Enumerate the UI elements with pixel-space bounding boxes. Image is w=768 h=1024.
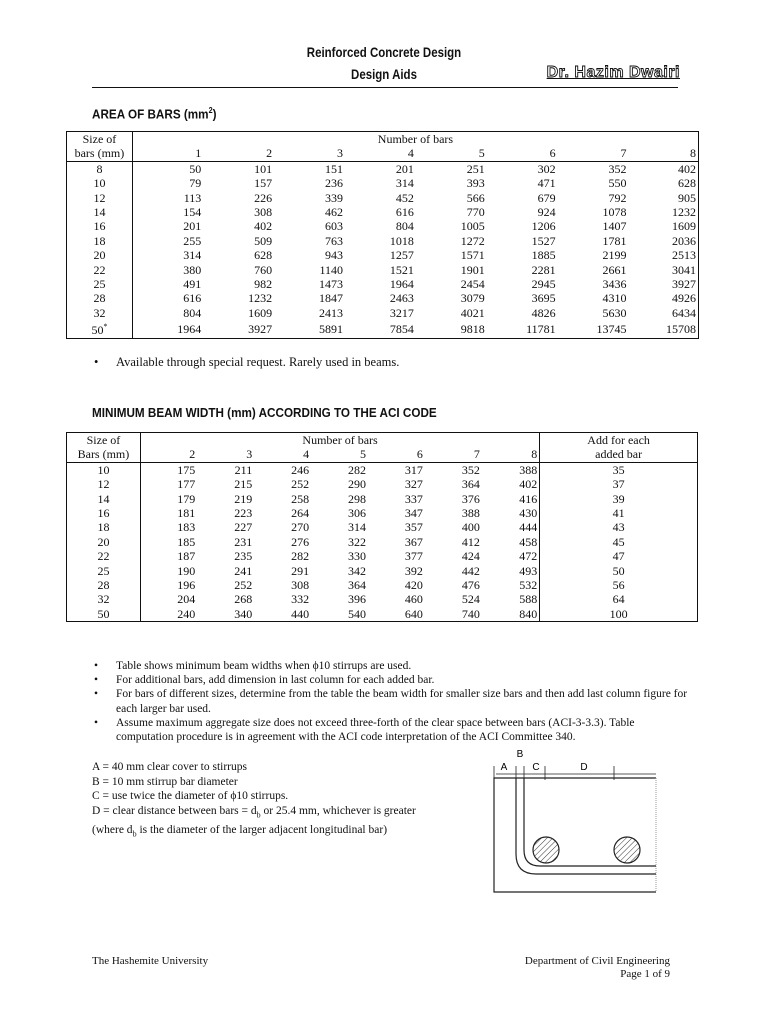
beam-width-cell: 342 bbox=[348, 563, 367, 578]
bar-area-cell: 2413 bbox=[319, 305, 344, 320]
area-table-note bbox=[92, 355, 399, 370]
bar-area-cell: 3927 bbox=[248, 321, 273, 336]
add-per-bar-cell: 35 bbox=[540, 462, 698, 477]
bar-area-cell: 9818 bbox=[460, 321, 485, 336]
column-header: 7 bbox=[558, 146, 629, 161]
bar-size: 18 bbox=[67, 234, 133, 248]
size-header-units: bars (mm) bbox=[67, 146, 133, 161]
add-per-bar-cell: 39 bbox=[540, 492, 698, 506]
beam-width-cell: 458 bbox=[519, 534, 538, 549]
bar-size: 20 bbox=[67, 248, 133, 262]
table-row bbox=[67, 291, 699, 305]
column-header: 8 bbox=[629, 146, 699, 161]
beam-width-cell: 240 bbox=[177, 606, 196, 621]
beam-width-cell: 322 bbox=[348, 534, 367, 549]
bar-area-cell: 1272 bbox=[460, 233, 485, 248]
bar-area-cell: 491 bbox=[183, 277, 202, 292]
column-header: 5 bbox=[311, 447, 368, 462]
document-subtitle: Design Aids bbox=[351, 66, 417, 82]
bar-area-cell: 113 bbox=[183, 190, 202, 205]
bar-area-cell: 1206 bbox=[531, 219, 556, 234]
bar-area-cell: 1140 bbox=[319, 262, 344, 277]
bar-size: 25 bbox=[67, 277, 133, 291]
bar-area-cell: 2463 bbox=[389, 291, 414, 306]
beam-width-cell: 187 bbox=[177, 549, 196, 564]
bar-area-cell: 3041 bbox=[672, 262, 696, 277]
beam-width-cell: 252 bbox=[291, 477, 310, 492]
bar-size: 8 bbox=[67, 161, 133, 176]
add-each-header: Add for each bbox=[540, 433, 698, 448]
add-per-bar-cell: 37 bbox=[540, 477, 698, 491]
bar-area-cell: 1964 bbox=[177, 321, 202, 336]
bar-area-cell: 462 bbox=[325, 205, 344, 220]
bar-size: 12 bbox=[67, 477, 141, 491]
bar-area-cell: 792 bbox=[608, 190, 627, 205]
bar-area-cell: 1571 bbox=[460, 248, 485, 263]
column-header: 2 bbox=[203, 146, 274, 161]
min-beam-width-title: MINIMUM BEAM WIDTH (mm) ACCORDING TO THE ACI CODE bbox=[92, 405, 437, 420]
add-per-bar-cell: 50 bbox=[540, 564, 698, 578]
beam-width-cell: 241 bbox=[234, 563, 253, 578]
definition-b: B = 10 mm stirrup bar diameter bbox=[92, 775, 238, 788]
beam-width-cell: 317 bbox=[404, 462, 423, 477]
beam-width-cell: 357 bbox=[404, 520, 423, 535]
label-a: A bbox=[500, 762, 508, 773]
bar-area-cell: 452 bbox=[395, 190, 414, 205]
beam-width-cell: 424 bbox=[461, 549, 480, 564]
table-row bbox=[67, 234, 699, 248]
bar-area-cell: 101 bbox=[254, 161, 273, 176]
list-item: • For additional bars, add dimension in last column for each added bar. bbox=[92, 673, 692, 687]
bar-area-cell: 2036 bbox=[672, 233, 696, 248]
bar-size: 50* bbox=[67, 320, 133, 338]
add-per-bar-cell: 47 bbox=[540, 549, 698, 563]
beam-width-cell: 540 bbox=[348, 606, 367, 621]
label-d: D bbox=[580, 762, 588, 773]
beam-width-cell: 223 bbox=[234, 506, 253, 521]
beam-width-cell: 588 bbox=[519, 592, 538, 607]
bar-area-cell: 314 bbox=[183, 248, 202, 263]
bar-area-cell: 924 bbox=[537, 205, 556, 220]
bar-area-cell: 402 bbox=[678, 161, 696, 176]
table-row bbox=[67, 191, 699, 205]
table-row bbox=[67, 506, 698, 520]
bar-area-cell: 352 bbox=[608, 161, 627, 176]
beam-width-cell: 282 bbox=[291, 549, 310, 564]
bar-area-cell: 380 bbox=[183, 262, 202, 277]
beam-width-cell: 388 bbox=[461, 506, 480, 521]
bar-area-cell: 11781 bbox=[526, 321, 556, 336]
table-row bbox=[67, 520, 698, 534]
bar-area-cell: 1257 bbox=[389, 248, 414, 263]
beam-width-cell: 231 bbox=[234, 534, 253, 549]
table-row bbox=[67, 607, 698, 622]
beam-width-cell: 258 bbox=[291, 491, 310, 506]
bar-area-cell: 3436 bbox=[602, 277, 627, 292]
bar-area-cell: 1847 bbox=[319, 291, 344, 306]
bar-area-cell: 5630 bbox=[602, 305, 627, 320]
footer-university: The Hashemite University bbox=[92, 955, 209, 967]
column-header: 6 bbox=[487, 146, 558, 161]
add-per-bar-cell: 41 bbox=[540, 506, 698, 520]
bar-area-cell: 251 bbox=[466, 161, 485, 176]
longitudinal-bar bbox=[533, 837, 559, 863]
beam-width-cell: 314 bbox=[348, 520, 367, 535]
column-header: 7 bbox=[425, 447, 482, 462]
column-header: 8 bbox=[482, 447, 540, 462]
bar-area-cell: 2945 bbox=[531, 277, 556, 292]
definition-c: C = use twice the diameter of ϕ10 stirrups. bbox=[92, 790, 289, 803]
bar-area-cell: 1018 bbox=[389, 233, 414, 248]
bar-area-cell: 151 bbox=[325, 161, 344, 176]
bar-area-cell: 1885 bbox=[531, 248, 556, 263]
bar-area-cell: 226 bbox=[254, 190, 273, 205]
bar-area-cell: 201 bbox=[183, 219, 202, 234]
beam-width-cell: 400 bbox=[461, 520, 480, 535]
table-row bbox=[67, 564, 698, 578]
beam-width-cell: 396 bbox=[348, 592, 367, 607]
page-number: Page 1 of 9 bbox=[620, 967, 670, 980]
beam-width-cell: 388 bbox=[519, 462, 538, 477]
bar-area-cell: 7854 bbox=[389, 321, 414, 336]
bar-area-cell: 1005 bbox=[460, 219, 485, 234]
bar-size: 22 bbox=[67, 263, 133, 277]
bar-area-cell: 943 bbox=[325, 248, 344, 263]
bar-size: 28 bbox=[67, 291, 133, 305]
area-of-bars-title: AREA OF BARS $(mm^2)$ bbox=[92, 106, 217, 122]
column-header: 6 bbox=[368, 447, 425, 462]
size-header: Size of bbox=[67, 433, 141, 448]
beam-width-notes bbox=[92, 659, 692, 744]
bar-area-cell: 3217 bbox=[389, 305, 414, 320]
bar-size: 10 bbox=[67, 462, 141, 477]
bar-area-cell: 471 bbox=[537, 176, 556, 191]
beam-width-cell: 179 bbox=[177, 491, 196, 506]
dimension-definitions bbox=[92, 760, 416, 842]
beam-width-cell: 364 bbox=[348, 578, 367, 593]
bar-area-cell: 982 bbox=[254, 277, 273, 292]
bar-area-cell: 13745 bbox=[596, 321, 627, 336]
beam-width-cell: 332 bbox=[291, 592, 310, 607]
beam-width-cell: 440 bbox=[291, 606, 310, 621]
beam-section-diagram bbox=[486, 746, 666, 898]
table-row bbox=[67, 306, 699, 320]
label-c: C bbox=[532, 762, 540, 773]
bar-area-cell: 1232 bbox=[248, 291, 273, 306]
bar-area-cell: 50 bbox=[189, 161, 202, 176]
beam-width-cell: 211 bbox=[234, 462, 253, 477]
bar-area-cell: 1964 bbox=[389, 277, 414, 292]
bar-area-cell: 628 bbox=[254, 248, 273, 263]
bar-area-cell: 679 bbox=[537, 190, 556, 205]
bar-area-cell: 308 bbox=[254, 205, 273, 220]
bar-area-cell: 905 bbox=[678, 190, 696, 205]
bar-area-cell: 2199 bbox=[602, 248, 627, 263]
bar-size: 20 bbox=[67, 535, 141, 549]
bar-area-cell: 4826 bbox=[531, 305, 556, 320]
add-per-bar-cell: 45 bbox=[540, 535, 698, 549]
add-per-bar-cell: 64 bbox=[540, 592, 698, 606]
bar-size: 28 bbox=[67, 578, 141, 592]
beam-width-cell: 416 bbox=[519, 491, 538, 506]
size-header: Size of bbox=[67, 132, 133, 147]
table-row bbox=[67, 535, 698, 549]
beam-width-cell: 364 bbox=[461, 477, 480, 492]
beam-width-cell: 377 bbox=[404, 549, 423, 564]
bar-area-cell: 402 bbox=[254, 219, 273, 234]
add-each-header-line2: added bar bbox=[540, 447, 698, 462]
bar-area-cell: 4021 bbox=[460, 305, 485, 320]
beam-width-cell: 352 bbox=[461, 462, 480, 477]
beam-width-cell: 493 bbox=[519, 563, 538, 578]
bar-area-cell: 804 bbox=[183, 305, 202, 320]
column-header: 3 bbox=[197, 447, 254, 462]
bar-area-cell: 1609 bbox=[672, 219, 696, 234]
bar-area-cell: 157 bbox=[254, 176, 273, 191]
footer-right bbox=[525, 955, 670, 980]
add-per-bar-cell: 43 bbox=[540, 520, 698, 534]
bar-area-cell: 3695 bbox=[531, 291, 556, 306]
bar-size: 25 bbox=[67, 564, 141, 578]
bar-area-cell: 566 bbox=[466, 190, 485, 205]
column-header: 1 bbox=[132, 146, 203, 161]
bar-area-cell: 1521 bbox=[389, 262, 414, 277]
bar-area-cell: 1473 bbox=[319, 277, 344, 292]
bar-area-cell: 628 bbox=[678, 176, 696, 191]
beam-width-cell: 444 bbox=[519, 520, 538, 535]
beam-width-cell: 276 bbox=[291, 534, 310, 549]
column-header: 4 bbox=[254, 447, 311, 462]
bar-area-cell: 3079 bbox=[460, 291, 485, 306]
bar-area-cell: 509 bbox=[254, 233, 273, 248]
size-header-units: Bars (mm) bbox=[67, 447, 141, 462]
beam-width-cell: 402 bbox=[519, 477, 538, 492]
header-rule bbox=[92, 87, 678, 88]
beam-width-cell: 392 bbox=[404, 563, 423, 578]
beam-width-cell: 246 bbox=[291, 462, 310, 477]
bar-area-cell: 760 bbox=[254, 262, 273, 277]
table-row bbox=[67, 578, 698, 592]
beam-width-cell: 532 bbox=[519, 578, 538, 593]
definition-db: (where $d_b$ is the diameter of the larger adjacent longitudinal bar) bbox=[92, 823, 388, 838]
bar-area-cell: 1232 bbox=[672, 205, 696, 220]
beam-width-cell: 177 bbox=[177, 477, 196, 492]
bar-area-cell: 1078 bbox=[602, 205, 627, 220]
beam-width-cell: 420 bbox=[404, 578, 423, 593]
min-beam-width-table bbox=[66, 432, 698, 622]
longitudinal-bar bbox=[614, 837, 640, 863]
add-per-bar-cell: 56 bbox=[540, 578, 698, 592]
bar-area-cell: 15708 bbox=[666, 321, 696, 336]
beam-width-cell: 640 bbox=[404, 606, 423, 621]
list-item: • For bars of different sizes, determine from the table the beam width for smaller size bars and then add last column figure for each larger bar used. bbox=[92, 687, 692, 715]
table-row bbox=[67, 492, 698, 506]
beam-width-cell: 840 bbox=[519, 606, 538, 621]
bar-area-cell: 2513 bbox=[672, 248, 696, 263]
beam-width-cell: 181 bbox=[177, 506, 196, 521]
bar-area-cell: 79 bbox=[189, 176, 202, 191]
beam-width-cell: 740 bbox=[461, 606, 480, 621]
beam-width-cell: 412 bbox=[461, 534, 480, 549]
bar-area-cell: 2661 bbox=[602, 262, 627, 277]
beam-width-cell: 472 bbox=[519, 549, 538, 564]
table-row bbox=[67, 592, 698, 606]
bar-area-cell: 603 bbox=[325, 219, 344, 234]
bar-size: 50 bbox=[67, 607, 141, 622]
bar-area-cell: 4310 bbox=[602, 291, 627, 306]
table-row bbox=[67, 320, 699, 338]
table-row bbox=[67, 219, 699, 233]
beam-width-cell: 183 bbox=[177, 520, 196, 535]
beam-width-cell: 268 bbox=[234, 592, 253, 607]
bar-area-cell: 236 bbox=[325, 176, 344, 191]
bar-area-cell: 314 bbox=[395, 176, 414, 191]
bar-area-cell: 770 bbox=[466, 205, 485, 220]
column-header: 2 bbox=[140, 447, 197, 462]
list-item: • Available through special request. Rarely used in beams. bbox=[92, 355, 399, 370]
table-row bbox=[67, 176, 699, 190]
beam-width-cell: 204 bbox=[177, 592, 196, 607]
beam-width-cell: 264 bbox=[291, 506, 310, 521]
number-of-bars-header: Number of bars bbox=[377, 132, 454, 146]
definition-a: A = 40 mm clear cover to stirrups bbox=[92, 761, 247, 773]
bar-size: 18 bbox=[67, 520, 141, 534]
bar-area-cell: 616 bbox=[395, 205, 414, 220]
bar-area-cell: 255 bbox=[183, 233, 202, 248]
beam-width-cell: 327 bbox=[404, 477, 423, 492]
bar-area-cell: 2281 bbox=[531, 262, 556, 277]
beam-width-cell: 252 bbox=[234, 578, 253, 593]
document-title: Reinforced Concrete Design bbox=[306, 44, 462, 60]
area-of-bars-table bbox=[66, 131, 699, 339]
bar-size: 16 bbox=[67, 219, 133, 233]
beam-width-cell: 376 bbox=[461, 491, 480, 506]
beam-width-cell: 219 bbox=[234, 491, 253, 506]
bar-area-cell: 4926 bbox=[672, 291, 696, 306]
bar-area-cell: 550 bbox=[608, 176, 627, 191]
bar-area-cell: 1407 bbox=[602, 219, 627, 234]
bar-area-cell: 1609 bbox=[248, 305, 273, 320]
beam-width-cell: 196 bbox=[177, 578, 196, 593]
beam-width-cell: 476 bbox=[461, 578, 480, 593]
bar-area-cell: 154 bbox=[183, 205, 202, 220]
bar-area-cell: 302 bbox=[537, 161, 556, 176]
beam-width-cell: 330 bbox=[348, 549, 367, 564]
bar-area-cell: 1781 bbox=[602, 233, 627, 248]
definition-d: D = clear distance between bars = $d_b$ or 25.4 mm, whichever is greater bbox=[92, 804, 416, 820]
bar-area-cell: 616 bbox=[183, 291, 202, 306]
beam-width-cell: 290 bbox=[348, 477, 367, 492]
bar-area-cell: 3927 bbox=[672, 277, 696, 292]
bar-area-cell: 201 bbox=[395, 161, 414, 176]
list-item: • Table shows minimum beam widths when ϕ10 stirrups are used. bbox=[92, 659, 692, 673]
bar-area-cell: 804 bbox=[395, 219, 414, 234]
beam-width-cell: 190 bbox=[177, 563, 196, 578]
footer-department: Department of Civil Engineering bbox=[524, 955, 670, 967]
column-header: 5 bbox=[416, 146, 487, 161]
beam-width-cell: 340 bbox=[234, 606, 253, 621]
bar-size: 32 bbox=[67, 306, 133, 320]
beam-width-cell: 185 bbox=[177, 534, 196, 549]
beam-width-cell: 347 bbox=[404, 506, 423, 521]
beam-width-cell: 298 bbox=[348, 491, 367, 506]
table-row bbox=[67, 161, 699, 176]
bar-area-cell: 5891 bbox=[319, 321, 344, 336]
beam-width-cell: 367 bbox=[404, 534, 423, 549]
bar-area-cell: 763 bbox=[325, 233, 344, 248]
column-header: 3 bbox=[274, 146, 345, 161]
column-header: 4 bbox=[345, 146, 416, 161]
bar-area-cell: 339 bbox=[325, 190, 344, 205]
bar-area-cell: 1901 bbox=[460, 262, 485, 277]
bar-size: 16 bbox=[67, 506, 141, 520]
beam-width-cell: 430 bbox=[519, 506, 538, 521]
bar-area-cell: 2454 bbox=[460, 277, 485, 292]
beam-width-cell: 270 bbox=[291, 520, 310, 535]
beam-width-cell: 215 bbox=[234, 477, 253, 492]
bar-size: 10 bbox=[67, 176, 133, 190]
table-row bbox=[67, 549, 698, 563]
list-item: • Assume maximum aggregate size does not exceed three-forth of the clear space between bars (ACI-3-3.3). Table computation procedure is in agreement with the ACI code interpretation of the ACI Committee 340. bbox=[92, 716, 692, 744]
beam-outline bbox=[494, 778, 656, 892]
table-row bbox=[67, 263, 699, 277]
number-of-bars-header: Number of bars bbox=[302, 433, 378, 447]
beam-width-cell: 227 bbox=[234, 520, 253, 535]
beam-width-cell: 308 bbox=[291, 578, 310, 593]
beam-width-cell: 282 bbox=[348, 462, 367, 477]
bar-size: 22 bbox=[67, 549, 141, 563]
bar-area-cell: 6434 bbox=[672, 305, 696, 320]
author-name: Dr. Hazim Dwairi bbox=[546, 64, 680, 81]
beam-width-cell: 337 bbox=[404, 491, 423, 506]
bar-size: 14 bbox=[67, 205, 133, 219]
table-row bbox=[67, 277, 699, 291]
beam-width-cell: 175 bbox=[177, 462, 196, 477]
beam-width-cell: 291 bbox=[291, 563, 310, 578]
add-per-bar-cell: 100 bbox=[540, 607, 698, 622]
table-row bbox=[67, 477, 698, 491]
beam-width-cell: 442 bbox=[461, 563, 480, 578]
table-row bbox=[67, 205, 699, 219]
beam-width-cell: 460 bbox=[404, 592, 423, 607]
beam-width-cell: 524 bbox=[461, 592, 480, 607]
bar-size: 12 bbox=[67, 191, 133, 205]
bar-area-cell: 393 bbox=[466, 176, 485, 191]
beam-width-cell: 306 bbox=[348, 506, 367, 521]
table-row bbox=[67, 462, 698, 477]
bar-area-cell: 1527 bbox=[531, 233, 556, 248]
bar-size: 14 bbox=[67, 492, 141, 506]
beam-width-cell: 235 bbox=[234, 549, 253, 564]
bar-size: 32 bbox=[67, 592, 141, 606]
label-b: B bbox=[516, 749, 524, 760]
table-row bbox=[67, 248, 699, 262]
